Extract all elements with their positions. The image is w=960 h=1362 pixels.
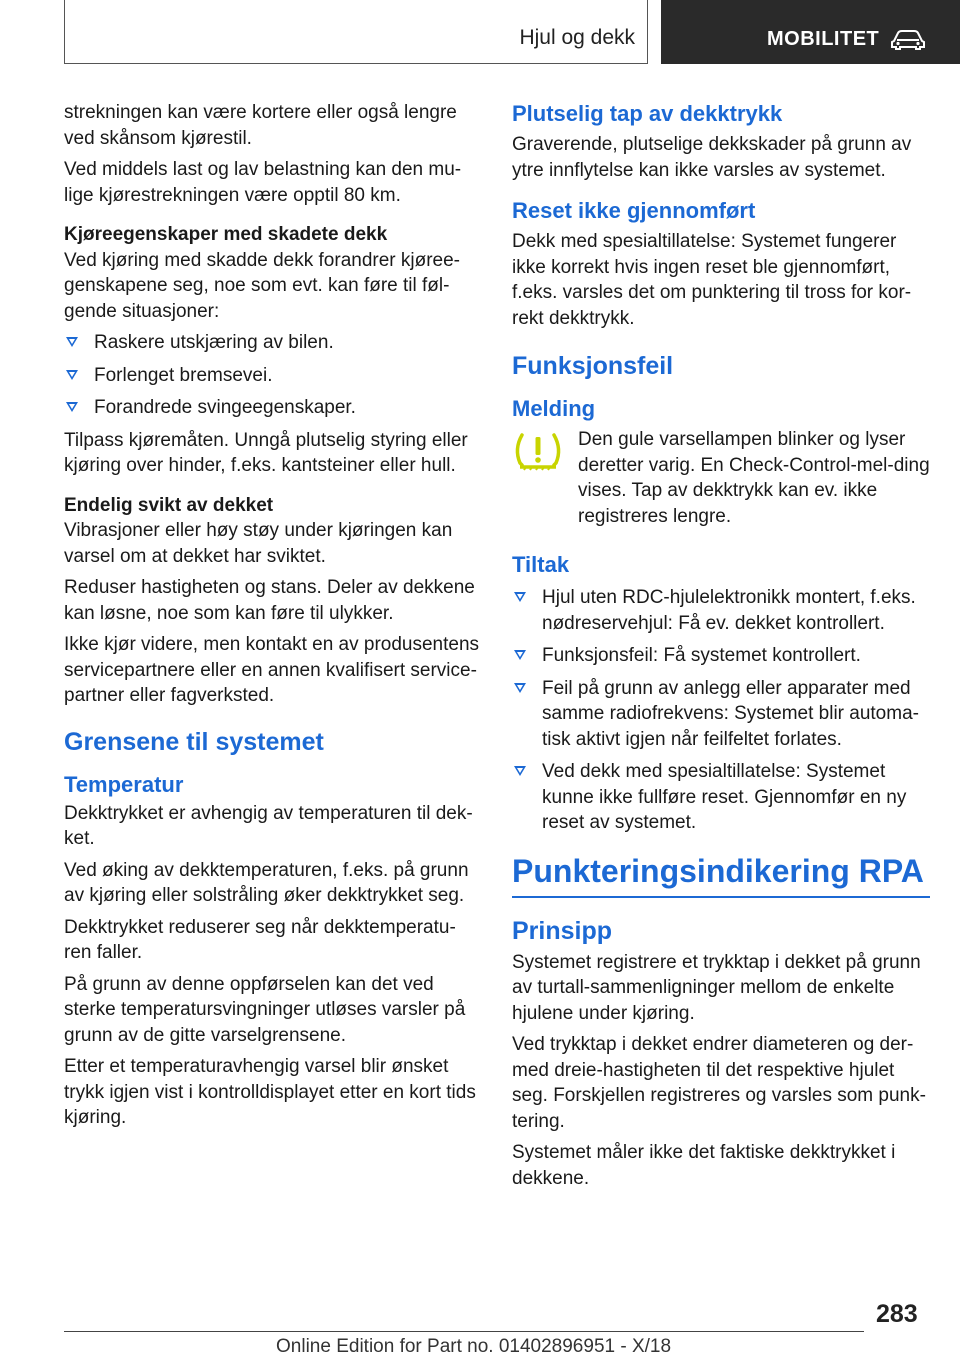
subheading-tire-failure: Endelig svikt av dekket: [64, 494, 274, 516]
triangle-bullet-icon: [66, 402, 78, 412]
triangle-bullet-icon: [66, 337, 78, 347]
right-column: [512, 100, 930, 1197]
chapter-tab: [661, 0, 960, 64]
paragraph: Dekk med spesialtillatelse: Systemet fungerer ikke korrekt hvis ingen reset ble gjennomført, f.eks. varsles det om punktering til tross for kor‐rekt dekktrykk.: [512, 231, 912, 329]
paragraph: Graverende, plutselige dekkskader på grunn av ytre innflytelse kan ikke varsles av systemet.: [512, 134, 912, 181]
section-tab: [64, 0, 648, 64]
paragraph: På grunn av denne oppførselen kan det ved sterke temperatursvingninger utløses varsler på grunn av de gitte varselgrensene.: [64, 973, 466, 1046]
triangle-bullet-icon: [514, 650, 526, 660]
list-item: Funksjonsfeil: Få systemet kontrollert.: [512, 643, 930, 669]
heading-rpa: Punkteringsindikering RPA: [512, 850, 930, 898]
car-icon: [890, 29, 926, 51]
list-item: Hjul uten RDC-hjulelektronikk montert, f.eks. nødreservehjul: Få ev. dekket kontrollert.: [512, 585, 930, 636]
tire-pressure-warning-icon: [512, 429, 564, 473]
list-item: Forlenget bremsevei.: [64, 363, 482, 389]
heading-message: Melding: [512, 396, 596, 421]
heading-measures: Tiltak: [512, 552, 570, 577]
paragraph: Reduser hastigheten og stans. Deler av dekkene kan løsne, noe som kan føre til ulykker.: [64, 577, 475, 624]
paragraph: Systemet registrere et trykktap i dekket på grunn av turtall-sammenligninger mellom de enkelte hjulene under kjøring.: [512, 951, 921, 1024]
heading-temperature: Temperatur: [64, 771, 184, 797]
paragraph: Tilpass kjøremåten. Unngå plutselig styring eller kjøring over hinder, f.eks. kantsteiner eller hull.: [64, 429, 468, 476]
page-number: 283: [876, 1300, 918, 1328]
warning-message-block: [512, 427, 930, 529]
list-item: Feil på grunn av anlegg eller apparater med samme radiofrekvens: Systemet blir automa‐tisk aktivt igjen når feilfeltet forlates.: [512, 676, 930, 753]
paragraph: Den gule varsellampen blinker og lyser deretter varig. En Check-Control-mel‐ding vises. Tap av dekktrykk kan ev. ikke registreres lengre.: [578, 429, 930, 527]
paragraph: Ved øking av dekktemperaturen, f.eks. på grunn av kjøring eller solstråling øker dekktrykket seg.: [64, 859, 469, 906]
triangle-bullet-icon: [66, 370, 78, 380]
subheading-driving-characteristics: Kjøreegenskaper med skadete dekk: [64, 224, 388, 245]
paragraph: Dekktrykket er avhengig av temperaturen til dek‐ket.: [64, 802, 473, 849]
paragraph: Vibrasjoner eller høy støy under kjøringen kan varsel om at dekket har sviktet.: [64, 520, 453, 567]
paragraph: Ved trykktap i dekket endrer diameteren og der‐med dreie-hastigheten til det respektive hjulet seg. Forskjellen registreres og varsles som punk‐tering.: [512, 1034, 926, 1132]
edition-note: Online Edition for Part no. 01402896951 - X/18: [276, 1336, 672, 1357]
heading-system-limits: Grensene til systemet: [64, 727, 324, 756]
list-item: Ved dekk med spesialtillatelse: Systemet kunne ikke fullføre reset. Gjennomfør en ny reset av systemet.: [512, 759, 930, 836]
paragraph: Ved kjøring med skadde dekk forandrer kjøree‐genskapene seg, noe som evt. kan føre til føl‐gende situasjoner:: [64, 249, 461, 322]
list-item: Forandrede svingeegenskaper.: [64, 395, 482, 421]
section-title: Hjul og dekk: [519, 26, 635, 49]
footer-divider: [64, 1331, 864, 1332]
triangle-bullet-icon: [514, 766, 526, 776]
chapter-title: MOBILITET: [767, 28, 880, 50]
page-header: [0, 0, 960, 66]
paragraph: Ved middels last og lav belastning kan den mu‐lige kjørestrekningen være opptil 80 km.: [64, 159, 462, 206]
paragraph: Systemet måler ikke det faktiske dekktrykket i dekkene.: [512, 1142, 896, 1189]
heading-sudden-pressure-loss: Plutselig tap av dekktrykk: [512, 101, 783, 126]
triangle-bullet-icon: [514, 683, 526, 693]
list-item: Raskere utskjæring av bilen.: [64, 330, 482, 356]
heading-malfunction: Funksjonsfeil: [512, 352, 674, 380]
paragraph: Dekktrykket reduserer seg når dekktemperatu‐ren faller.: [64, 916, 456, 963]
heading-reset-not-performed: Reset ikke gjennomført: [512, 198, 756, 223]
paragraph: Ikke kjør videre, men kontakt en av produsentens servicepartnere eller en annen kvalifisert service‐partner eller fagverksted.: [64, 634, 480, 706]
left-column: [64, 100, 482, 1137]
triangle-bullet-icon: [514, 592, 526, 602]
heading-principle: Prinsipp: [512, 916, 613, 945]
bullet-list: [512, 585, 930, 836]
bullet-list: [64, 330, 482, 421]
paragraph: Etter et temperaturavhengig varsel blir ønsket trykk igjen vist i kontrolldisplayet etter en kort tids kjøring.: [64, 1056, 476, 1128]
paragraph: strekningen kan være kortere eller også lengre ved skånsom kjørestil.: [64, 102, 457, 149]
